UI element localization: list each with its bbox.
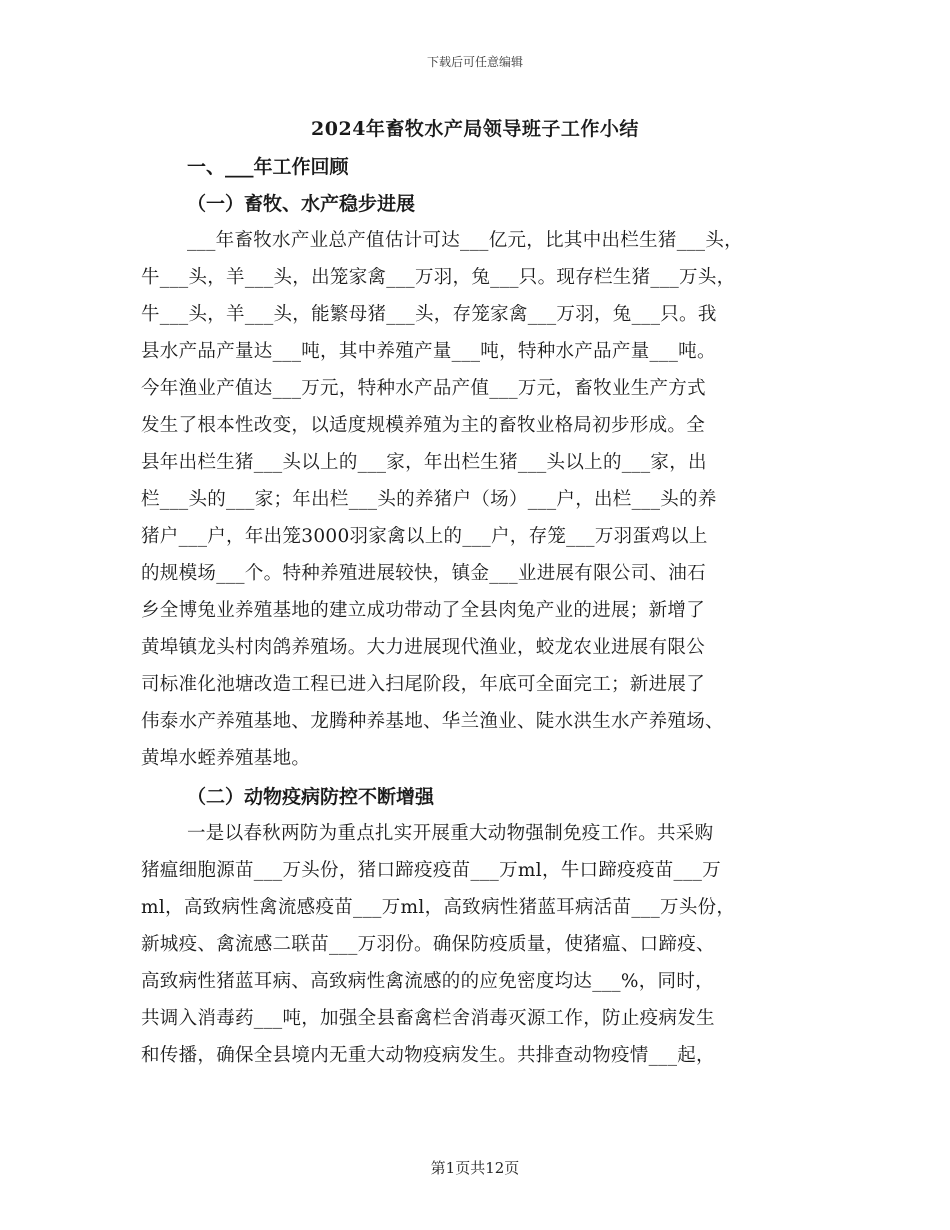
paragraph-line: 和传播，确保全县境内无重大动物疫病发生。共排查动物疫情___起， xyxy=(141,1045,715,1066)
paragraph-line: ___年畜牧水产业总产值估计可达___亿元，比其中出栏生猪___头， xyxy=(187,230,743,251)
paragraph-line: 新城疫、禽流感二联苗___万羽份。确保防疫质量，使猪瘟、口蹄疫、 xyxy=(141,934,715,955)
paragraph-line: 牛___头，羊___头，能繁母猪___头，存笼家禽___万羽，兔___只。我 xyxy=(141,304,717,325)
paragraph-line: 乡全博兔业养殖基地的建立成功带动了全县肉兔产业的进展；新增了 xyxy=(141,600,706,621)
paragraph-line: ml，高致病性禽流感疫苗___万ml，高致病性猪蓝耳病活苗___万头份， xyxy=(141,897,736,918)
paragraph-line: 伟泰水产养殖基地、龙腾种养基地、华兰渔业、陡水洪生水产养殖场、 xyxy=(141,711,724,732)
paragraph-line: 共调入消毒药___吨，加强全县畜禽栏舍消毒灭源工作，防止疫病发生 xyxy=(141,1008,715,1029)
download-note: 下载后可任意编辑 xyxy=(426,55,523,69)
paragraph-2 xyxy=(141,815,821,1074)
paragraph-line: 一是以春秋两防为重点扎实开展重大动物强制免疫工作。共采购 xyxy=(187,823,714,844)
paragraph-line: 的规模场___个。特种养殖进展较快，镇金___业进展有限公司、油石 xyxy=(141,563,706,584)
paragraph-line: 司标准化池塘改造工程已进入扫尾阶段，年底可全面完工；新进展了 xyxy=(141,674,706,695)
page-number: 第1页共12页 xyxy=(430,1159,520,1177)
paragraph-line: 县水产品产量达___吨，其中养殖产量___吨，特种水产品产量___吨。 xyxy=(141,341,716,362)
paragraph-line: 栏___头的___家；年出栏___头的养猪户（场）___户，出栏___头的养 xyxy=(141,489,717,510)
paragraph-line: 今年渔业产值达___万元，特种水产品产值___万元，畜牧业生产方式 xyxy=(141,378,706,399)
paragraph-line: 黄埠镇龙头村肉鸽养殖场。大力进展现代渔业，蛟龙农业进展有限公 xyxy=(141,637,706,658)
subsection-heading-1: （一）畜牧、水产稳步进展 xyxy=(187,193,416,215)
paragraph-line: 猪户___户，年出笼3000羽家禽以上的___户，存笼___万羽蛋鸡以上 xyxy=(141,526,708,547)
paragraph-line: 黄埠水蛭养殖基地。 xyxy=(141,748,311,769)
paragraph-line: 牛___头，羊___头，出笼家禽___万羽，兔___只。现存栏生猪___万头， xyxy=(141,267,736,288)
paragraph-line: 县年出栏生猪___头以上的___家，年出栏生猪___头以上的___家，出 xyxy=(141,452,707,473)
paragraph-line: 高致病性猪蓝耳病、高致病性禽流感的的应免密度均达___%，同时， xyxy=(141,971,714,992)
paragraph-1 xyxy=(141,222,821,777)
document-title: 2024年畜牧水产局领导班子工作小结 xyxy=(311,118,639,140)
paragraph-line: 猪瘟细胞源苗___万头份，猪口蹄疫疫苗___万ml，牛口蹄疫疫苗___万 xyxy=(141,860,722,881)
section-heading: 一、___年工作回顾 xyxy=(187,156,349,178)
subsection-heading-2: （二）动物疫病防控不断增强 xyxy=(187,786,435,808)
paragraph-line: 发生了根本性改变，以适度规模养殖为主的畜牧业格局初步形成。全 xyxy=(141,415,706,436)
